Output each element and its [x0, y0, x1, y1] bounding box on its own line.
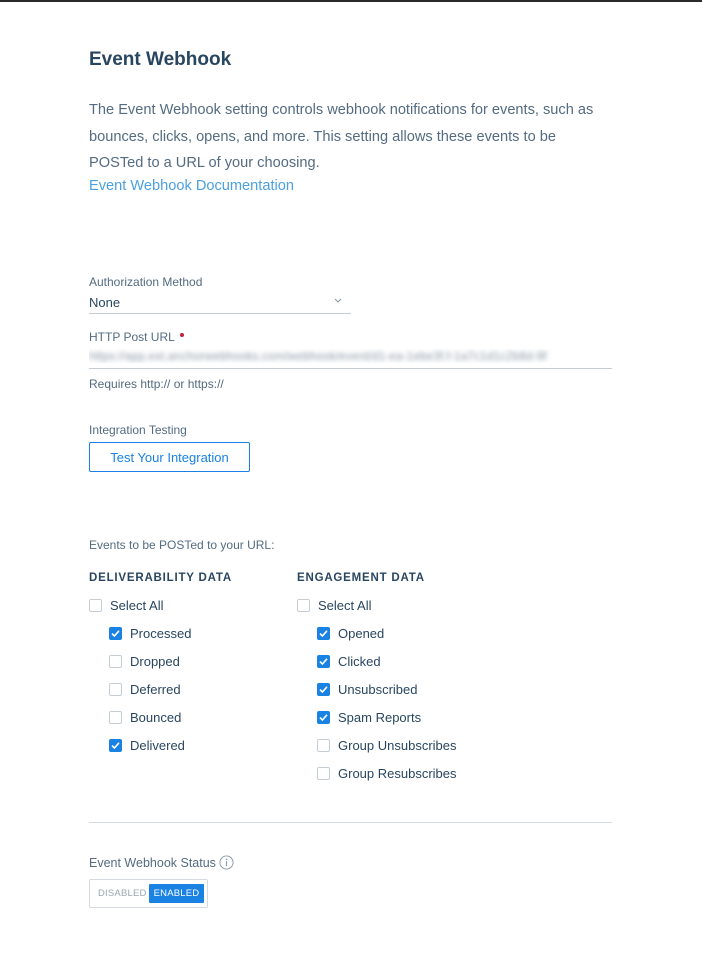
required-indicator: [180, 333, 184, 337]
http-post-url-label: [89, 330, 184, 344]
checkbox-group-resubscribes[interactable]: [317, 765, 457, 781]
authorization-method-label: Authorization Method: [89, 275, 203, 289]
checkbox-unchecked-icon[interactable]: [109, 655, 122, 668]
checkbox-unchecked-icon[interactable]: [89, 599, 102, 612]
checkbox-label: Group Unsubscribes: [338, 737, 457, 753]
checkbox-label: Select All: [110, 597, 164, 613]
info-icon[interactable]: [219, 855, 234, 870]
toggle-enabled-label: ENABLED: [149, 884, 204, 903]
checkbox-label: Opened: [338, 625, 385, 641]
checkbox-label: Delivered: [130, 737, 185, 753]
checkbox-spam-reports[interactable]: [317, 709, 421, 725]
checkbox-label: Group Resubscribes: [338, 765, 457, 781]
top-border: [0, 0, 702, 2]
authorization-method-select[interactable]: [89, 292, 351, 314]
events-label: Events to be POSTed to your URL:: [89, 538, 275, 552]
checkbox-unchecked-icon[interactable]: [297, 599, 310, 612]
webhook-status-label-text: Event Webhook Status: [89, 856, 216, 870]
checkbox-checked-icon[interactable]: [317, 683, 330, 696]
checkbox-dropped[interactable]: [109, 653, 180, 669]
checkbox-unchecked-icon[interactable]: [109, 683, 122, 696]
checkbox-checked-icon[interactable]: [317, 655, 330, 668]
webhook-status-toggle[interactable]: [89, 879, 208, 908]
divider: [89, 822, 612, 823]
toggle-disabled-label: DISABLED: [98, 888, 147, 899]
checkbox-label: Select All: [318, 597, 372, 613]
integration-testing-label: Integration Testing: [89, 423, 187, 437]
checkbox-checked-icon[interactable]: [109, 739, 122, 752]
test-integration-button[interactable]: Test Your Integration: [89, 442, 250, 472]
engagement-data-heading: ENGAGEMENT DATA: [297, 572, 425, 584]
page-title: Event Webhook: [89, 49, 232, 70]
checkbox-label: Clicked: [338, 653, 381, 669]
checkbox-deferred[interactable]: [109, 681, 181, 697]
checkbox-processed[interactable]: [109, 625, 191, 641]
checkbox-checked-icon[interactable]: [109, 627, 122, 640]
deliverability-select-all-checkbox[interactable]: [89, 597, 163, 613]
checkbox-opened[interactable]: [317, 625, 384, 641]
checkbox-bounced[interactable]: [109, 709, 181, 725]
documentation-link[interactable]: Event Webhook Documentation: [89, 178, 294, 194]
checkbox-group-unsubscribes[interactable]: [317, 737, 457, 753]
deliverability-data-heading: DELIVERABILITY DATA: [89, 572, 232, 584]
checkbox-clicked[interactable]: [317, 653, 381, 669]
checkbox-checked-icon[interactable]: [317, 711, 330, 724]
checkbox-label: Bounced: [130, 709, 182, 725]
checkbox-label: Deferred: [130, 681, 181, 697]
webhook-status-label: [89, 855, 234, 870]
url-helper-text: Requires http:// or https://: [89, 377, 224, 391]
chevron-down-icon: [333, 295, 343, 305]
checkbox-unchecked-icon[interactable]: [317, 767, 330, 780]
checkbox-label: Spam Reports: [338, 709, 422, 725]
checkbox-unchecked-icon[interactable]: [317, 739, 330, 752]
checkbox-label: Processed: [130, 625, 192, 641]
checkbox-label: Unsubscribed: [338, 681, 418, 697]
checkbox-unsubscribed[interactable]: [317, 681, 418, 697]
checkbox-delivered[interactable]: [109, 737, 185, 753]
authorization-method-value: None: [89, 295, 121, 310]
engagement-select-all-checkbox[interactable]: [297, 597, 371, 613]
checkbox-unchecked-icon[interactable]: [109, 711, 122, 724]
checkbox-checked-icon[interactable]: [317, 627, 330, 640]
http-post-url-label-text: HTTP Post URL: [89, 330, 175, 344]
http-post-url-input[interactable]: [89, 344, 612, 369]
page-description: The Event Webhook setting controls webhook notifications for events, such as bounces, clicks, opens, and more. This setting allows these events to be POSTed to a URL of your choosing.: [89, 102, 594, 171]
checkbox-label: Dropped: [130, 653, 180, 669]
